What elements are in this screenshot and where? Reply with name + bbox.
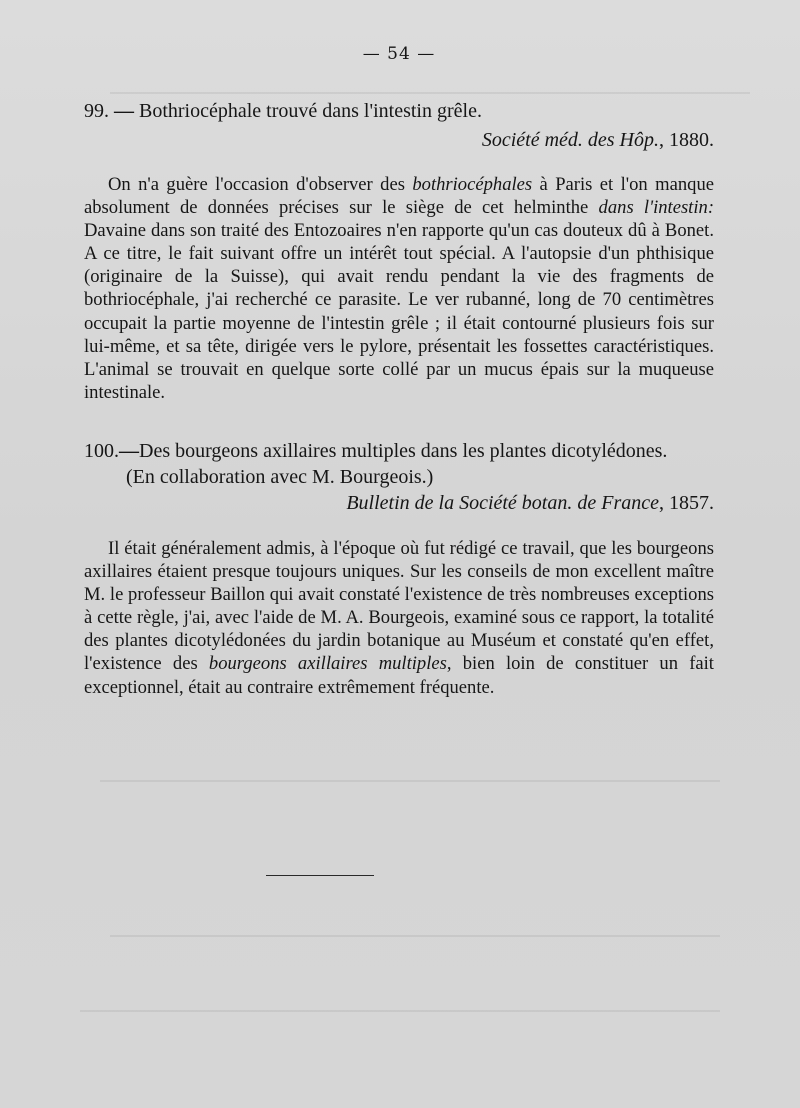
entry-99-source bbox=[482, 127, 714, 153]
entry-99-dash: — bbox=[114, 100, 134, 122]
entry-100-source-year: , 1857. bbox=[659, 492, 714, 514]
entry-99-text-1: On n'a guère l'occasion d'observer des bbox=[108, 174, 413, 195]
section-divider-rule bbox=[266, 875, 374, 876]
page-number: — 54 — bbox=[362, 44, 436, 64]
entry-100-text-2: , bien loin de constituer un fait exceptionnel, était au contraire extrêmement fréquente. bbox=[84, 653, 714, 698]
entry-100-text-1: Il était généralement admis, à l'époque où fut rédigé ce travail, que les bourgeons axillaires étaient presque toujours uniques. Sur les conseils de mon excellent maître M. le professeur Baillon qui avait constaté l'existence de très nombreuses exceptions à cette règle, j'ai, avec l'aide de M. A. Bourgeois, examiné sous ce rapport, la totalité des plantes dicotylédonées du jardin botanique au Muséum et constaté qu'en effet, l'existence des bbox=[84, 538, 714, 675]
entry-99-italic-1: bothriocéphales bbox=[412, 174, 533, 195]
entry-99-source-journal: Société méd. des Hôp. bbox=[481, 129, 659, 151]
entry-100-source bbox=[346, 490, 714, 516]
entry-100-paragraph bbox=[84, 537, 714, 699]
entry-100-source-journal: Bulletin de la Société botan. de France bbox=[346, 492, 659, 514]
entry-99-paragraph bbox=[84, 173, 714, 404]
entry-100-dash: — bbox=[119, 440, 139, 462]
entry-99-heading bbox=[84, 98, 482, 124]
entry-100-number: 100. bbox=[84, 440, 119, 462]
entry-100-collaboration: (En collaboration avec M. Bourgeois.) bbox=[126, 466, 434, 488]
entry-99-source-year: , 1880. bbox=[659, 129, 714, 151]
entry-99-italic-2: dans l'intestin: bbox=[598, 197, 715, 219]
entry-99-text-2: à Paris et l'on manque absolument de données précises sur le siège de cet helminthe bbox=[84, 174, 714, 219]
entry-99-number: 99. bbox=[84, 100, 109, 122]
entry-100-italic-1: bourgeons axillaires multiples bbox=[208, 653, 447, 675]
entry-99-title: Bothriocéphale trouvé dans l'intestin grêle. bbox=[139, 100, 482, 122]
entry-100-heading bbox=[84, 438, 667, 464]
entry-99-text-3: Davaine dans son traité des Entozoaires n'en rapporte qu'un cas douteux dû à Bonet. A ce titre, le fait suivant offre un intérêt tout spécial. A l'autopsie d'un phthisique (originaire de la Suisse), qui avait rendu pendant la vie des fragments de bothriocéphale, j'ai recherché ce parasite. Le ver rubanné, long de 70 centimètres occupait la partie moyenne de l'intestin grêle ; il était contourné plusieurs fois sur lui-même, et sa tête, dirigée vers le pylore, présentait les fossettes caractéristiques. L'animal se trouvait en quelque sorte collé par un mucus épais sur la muqueuse intestinale. bbox=[84, 220, 714, 403]
entry-100-title: Des bourgeons axillaires multiples dans les plantes dicotylédones. bbox=[139, 440, 668, 462]
